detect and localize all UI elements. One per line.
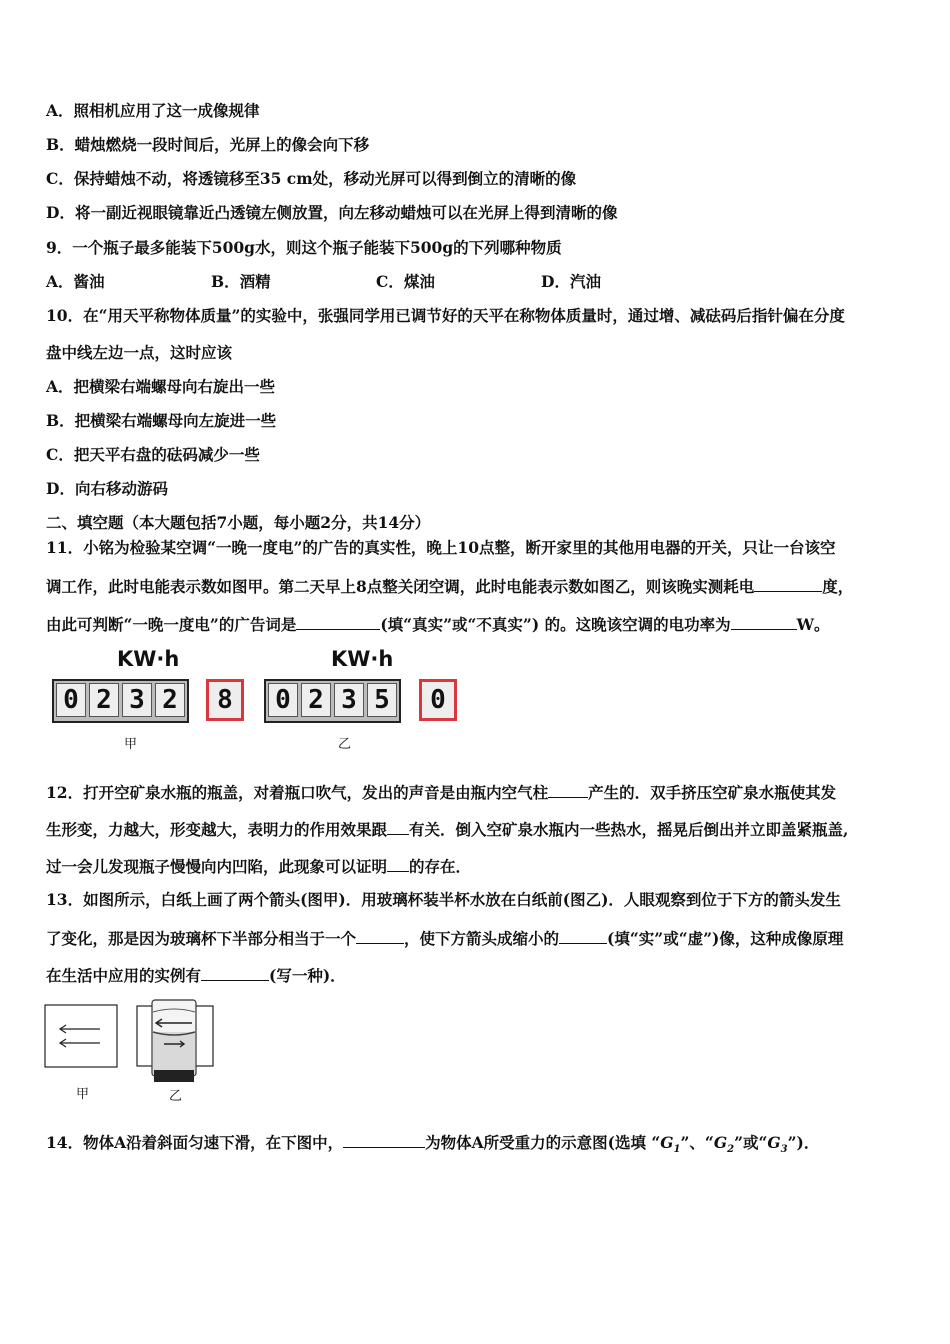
meter-a-digit-1: 0 xyxy=(56,683,86,717)
q8-option-c: C．保持蜡烛不动，将透镜移至35 cm处，移动光屏可以得到倒立的清晰的像 xyxy=(46,169,577,188)
meter-b-counter xyxy=(264,679,401,723)
q13-blank-1[interactable] xyxy=(356,927,404,944)
q12-line3 xyxy=(46,855,910,877)
q14-text-b: 为物体A所受重力的示意图(选填 “ xyxy=(425,1133,661,1152)
meter-a-digit-3: 3 xyxy=(122,683,152,717)
q13-line2-text-c: (填“实”或“虚”)像，这种成像原理 xyxy=(607,929,844,948)
meter-b-decimal-digit: 0 xyxy=(419,679,457,721)
q13-figure-a-label: 甲 xyxy=(76,1087,90,1102)
q12-blank-3[interactable] xyxy=(387,855,409,872)
q11-line3-text-b: (填“真实”或“不真实”) 的。这晚该空调的电功率为 xyxy=(380,615,731,634)
q13-figure-glass xyxy=(136,998,214,1084)
q13-line3 xyxy=(46,964,910,986)
q8-option-b: B．蜡烛燃烧一段时间后，光屏上的像会向下移 xyxy=(46,135,370,154)
meter-a-decimal-digit: 8 xyxy=(206,679,244,721)
q12-blank-1[interactable] xyxy=(548,781,588,798)
meter-a-label: 甲 xyxy=(124,737,138,752)
q14-sep1: ”、“ xyxy=(680,1133,714,1152)
q13-figure-arrows xyxy=(44,1004,118,1068)
q12-line1-text-b: 产生的．双手挤压空矿泉水瓶使其发 xyxy=(588,783,837,802)
q13-line2-text-a: 了变化，那是因为玻璃杯下半部分相当于一个 xyxy=(46,929,357,948)
q14-g1: $G_1$ xyxy=(660,1133,681,1156)
paper-frame xyxy=(45,1005,117,1067)
q14-blank[interactable] xyxy=(343,1131,425,1148)
q8-option-d: D．将一副近视眼镜靠近凸透镜左侧放置，向左移动蜡烛可以在光屏上得到清晰的像 xyxy=(46,203,618,222)
q11-line3-text-c: W。 xyxy=(796,615,830,634)
meter-a-digit-2: 2 xyxy=(89,683,119,717)
q11-blank-3[interactable] xyxy=(731,613,797,630)
meter-a-unit: KW·h xyxy=(117,647,180,671)
q13-line2 xyxy=(46,927,910,949)
section2-title: 二、填空题（本大题包括7小题，每小题2分，共14分） xyxy=(46,513,431,532)
q11-line1: 11．小铭为检验某空调“一晚一度电”的广告的真实性，晚上10点整，断开家里的其他用电器的开关，只让一台该空 xyxy=(46,538,836,557)
q12-line2-text-a: 生形变，力越大，形变越大，表明力的作用效果跟 xyxy=(46,820,388,839)
q14-g2: $G_2$ xyxy=(713,1133,735,1156)
q13-line3-text-a: 在生活中应用的实例有 xyxy=(46,966,202,985)
q14-g3: $G_3$ xyxy=(767,1133,788,1156)
q13-line1: 13．如图所示，白纸上画了两个箭头(图甲)．用玻璃杯装半杯水放在白纸前(图乙)．人眼观察到位于下方的箭头发生 xyxy=(46,890,841,909)
q9-option-d: D．汽油 xyxy=(541,272,601,291)
q9-option-a: A．酱油 xyxy=(46,272,105,291)
q10-option-b: B．把横梁右端螺母向左旋进一些 xyxy=(46,411,277,430)
meter-b-digit-1: 0 xyxy=(268,683,298,717)
q10-option-c: C．把天平右盘的砝码减少一些 xyxy=(46,445,260,464)
meter-b-digit-2: 2 xyxy=(301,683,331,717)
q12-line3-text-b: 的存在． xyxy=(409,857,472,876)
q14-text-a: 14．物体A沿着斜面匀速下滑，在下图中， xyxy=(46,1133,344,1152)
q11-blank-1[interactable] xyxy=(754,575,822,592)
q11-line2-text-b: 度， xyxy=(822,577,854,596)
q13-line2-text-b: ，使下方箭头成缩小的 xyxy=(404,929,560,948)
q9-option-c: C．煤油 xyxy=(376,272,435,291)
q14-line xyxy=(46,1131,910,1160)
meter-b-digit-3: 3 xyxy=(334,683,364,717)
water-fill xyxy=(153,1032,195,1074)
q12-line2-text-b: 有关．倒入空矿泉水瓶内一些热水，摇晃后倒出并立即盖紧瓶盖, xyxy=(409,820,849,839)
q12-blank-2[interactable] xyxy=(387,818,409,835)
q13-blank-3[interactable] xyxy=(201,964,269,981)
q11-blank-2[interactable] xyxy=(296,613,380,630)
meter-b-unit: KW·h xyxy=(331,647,394,671)
q10-option-d: D．向右移动游码 xyxy=(46,479,168,498)
q10-stem-line1: 10．在“用天平称物体质量”的实验中，张强同学用已调节好的天平在称物体质量时，通过增、减砝码后指针偏在分度 xyxy=(46,306,845,325)
meter-b-label: 乙 xyxy=(338,737,352,752)
q12-line2 xyxy=(46,818,910,840)
meter-a-digit-4: 2 xyxy=(155,683,185,717)
q8-option-a: A．照相机应用了这一成像规律 xyxy=(46,101,260,120)
q11-line3 xyxy=(46,613,910,635)
q11-line2-text-a: 调工作，此时电能表示数如图甲。第二天早上8点整关闭空调，此时电能表示数如图乙，则该晚实测耗电 xyxy=(46,577,755,596)
meter-a-counter xyxy=(52,679,189,723)
q14-sep2: ”或“ xyxy=(734,1133,768,1152)
q9-option-b: B．酒精 xyxy=(211,272,271,291)
q12-line1-text-a: 12．打开空矿泉水瓶的瓶盖，对着瓶口吹气，发出的声音是由瓶内空气柱 xyxy=(46,783,549,802)
q9-stem: 9．一个瓶子最多能装下500g水，则这个瓶子能装下500g的下列哪种物质 xyxy=(46,238,562,257)
q13-blank-2[interactable] xyxy=(559,927,607,944)
q14-end: ”)． xyxy=(787,1133,820,1152)
q10-stem-line2: 盘中线左边一点，这时应该 xyxy=(46,343,233,362)
q11-line2 xyxy=(46,575,910,597)
q12-line1 xyxy=(46,781,910,803)
glass-base xyxy=(154,1070,194,1082)
q13-figure-b-label: 乙 xyxy=(169,1089,183,1104)
meter-b-digit-4: 5 xyxy=(367,683,397,717)
q12-line3-text-a: 过一会儿发现瓶子慢慢向内凹陷，此现象可以证明 xyxy=(46,857,388,876)
q13-line3-text-b: (写一种)． xyxy=(269,966,346,985)
q10-option-a: A．把横梁右端螺母向右旋出一些 xyxy=(46,377,276,396)
q11-line3-text-a: 由此可判断“一晚一度电”的广告词是 xyxy=(46,615,297,634)
